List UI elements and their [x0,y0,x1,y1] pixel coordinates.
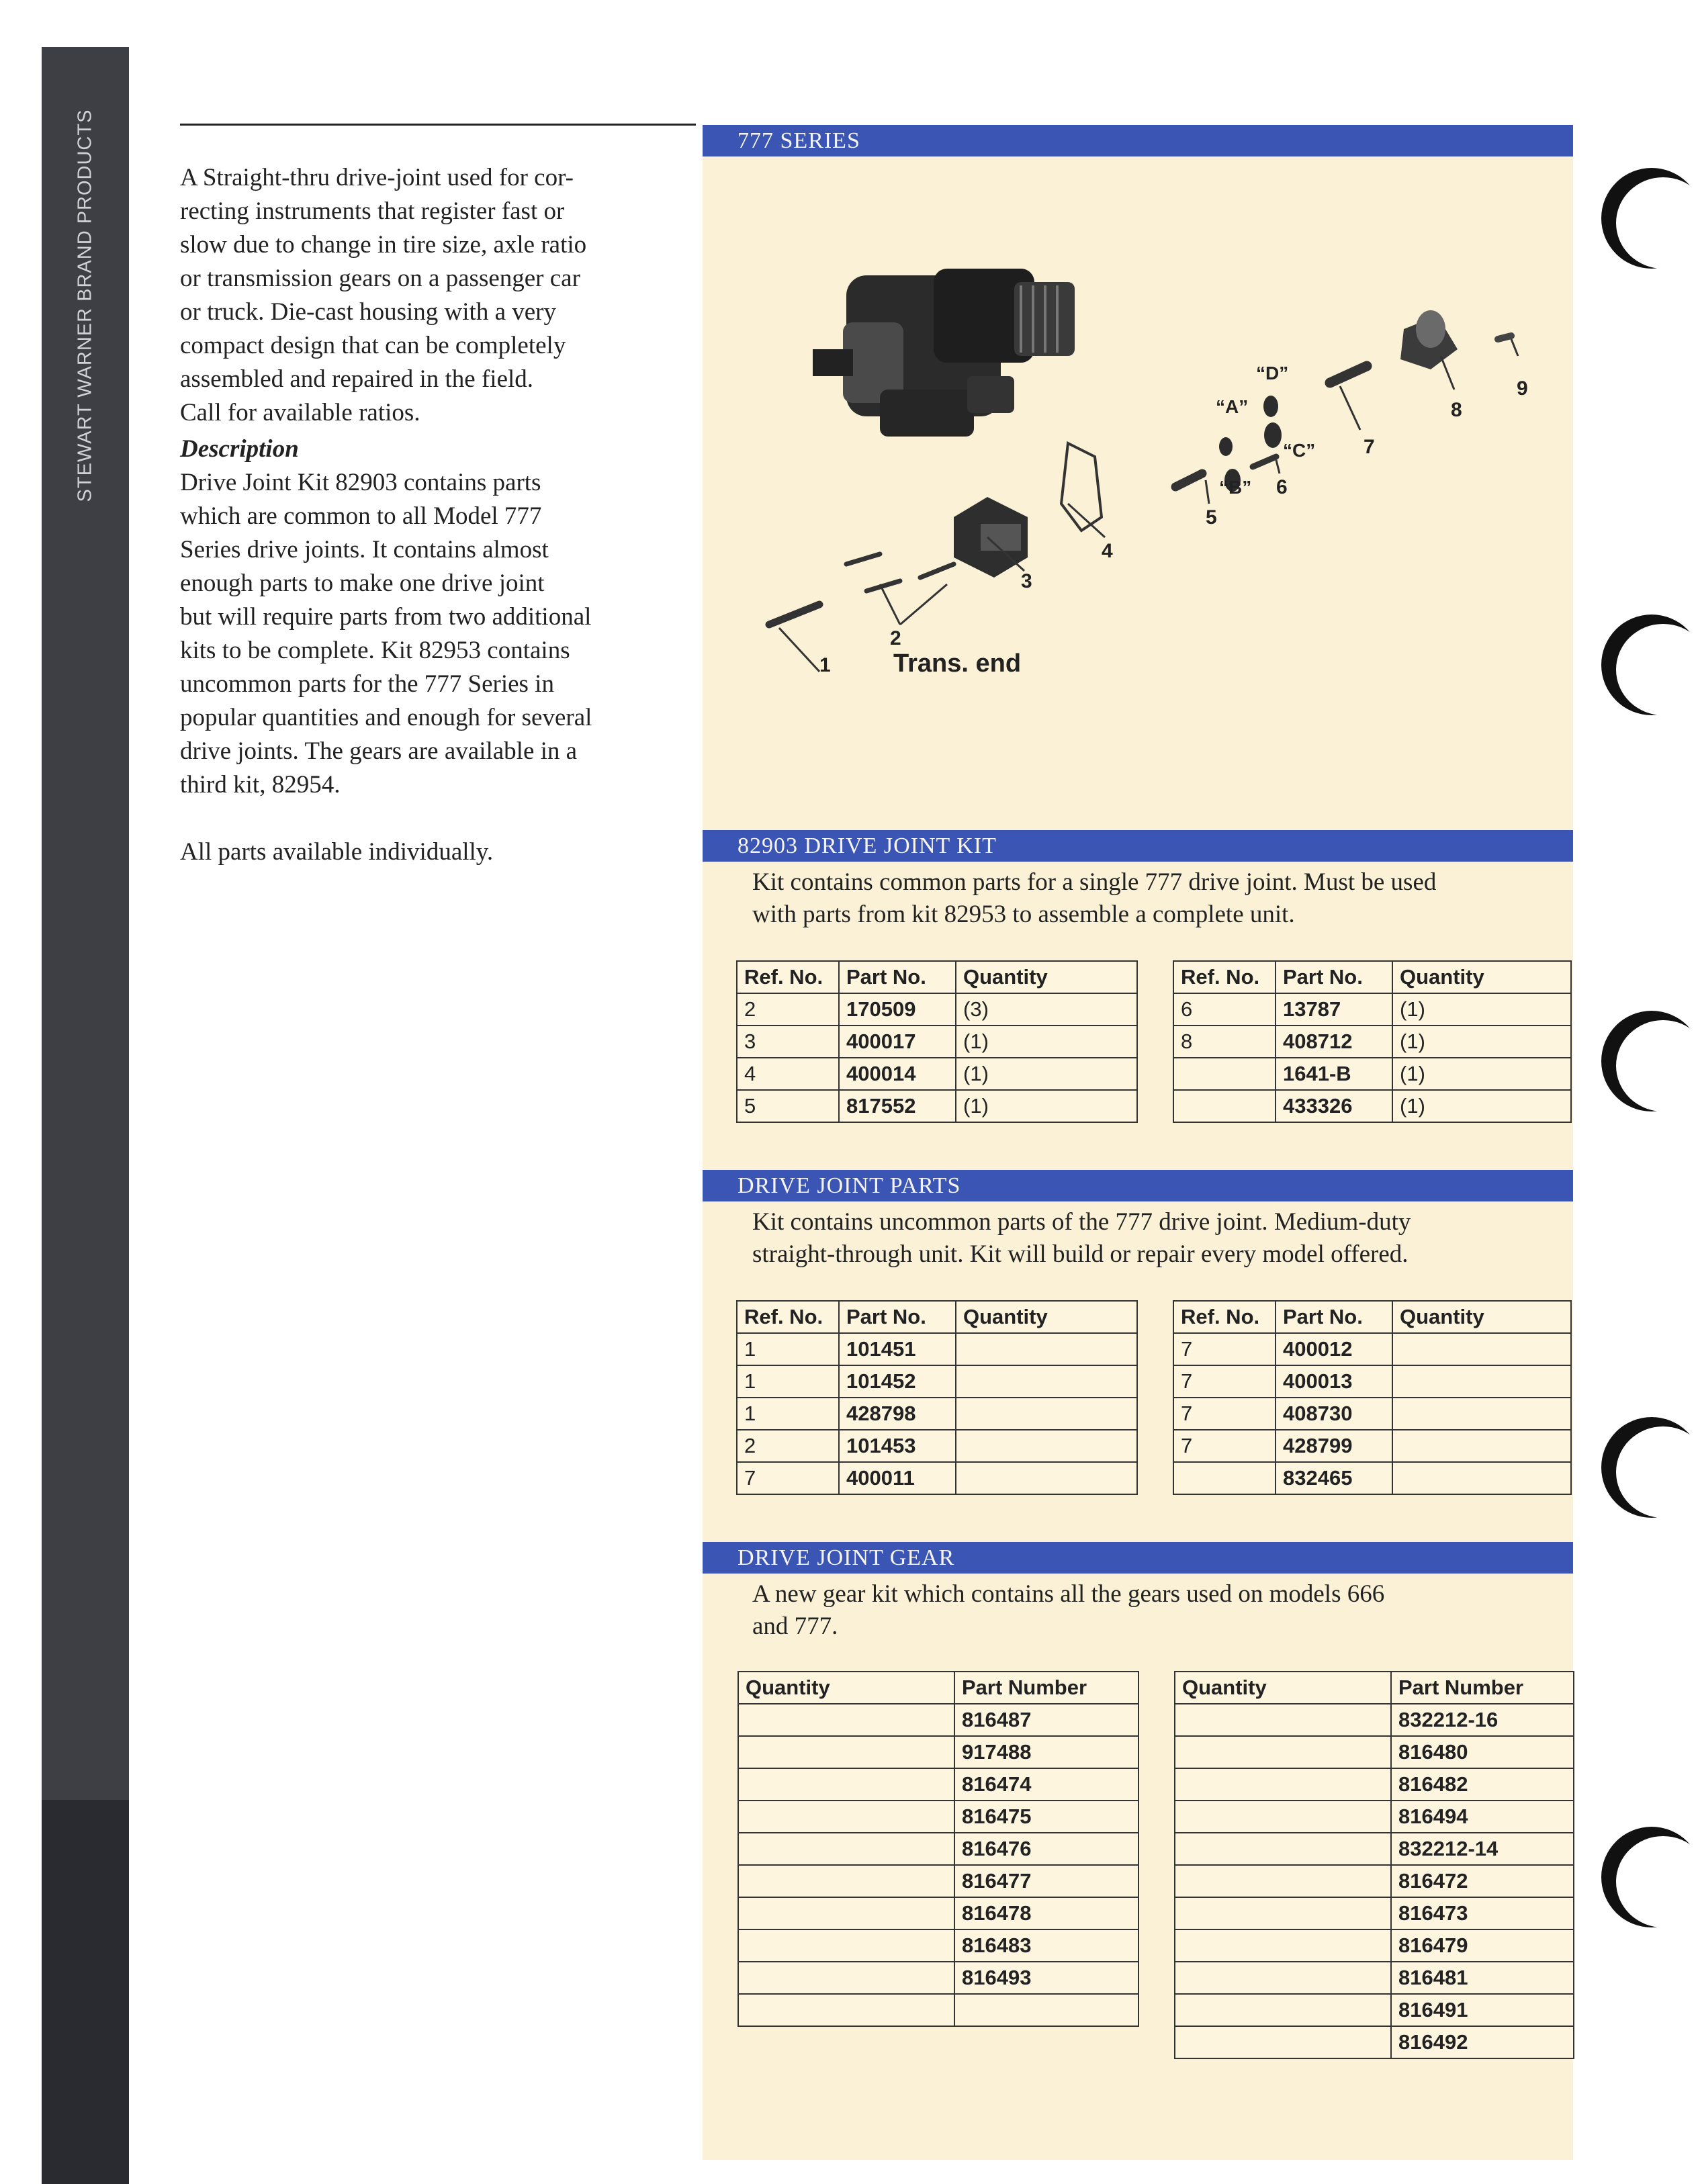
description-line: enough parts to make one drive joint [180,570,545,597]
table-cell: 832465 [1276,1462,1392,1494]
table-cell [738,1897,954,1929]
table-cell: 816472 [1391,1865,1574,1897]
table-cell [1392,1430,1571,1462]
table-cell [1175,1897,1391,1929]
table-row [737,993,1137,1026]
description-line: uncommon parts for the 777 Series in [180,670,554,698]
table-cell: 816477 [954,1865,1138,1897]
table-cell: 816487 [954,1704,1138,1736]
series-bar: 777 SERIES [703,125,1573,156]
table-header-row [1173,1301,1571,1333]
column-header: Part No. [1276,1301,1392,1333]
table-cell: 7 [1173,1430,1276,1462]
part-4-gasket [1061,443,1102,531]
part-6-pinion [1253,457,1276,467]
table-row [1175,1865,1574,1897]
table-cell: 433326 [1276,1090,1392,1122]
table-cell [1392,1365,1571,1398]
callout-7: 7 [1364,436,1375,458]
table-row [737,1462,1137,1494]
part-2-screws [846,554,954,591]
description-line: which are common to all Model 777 [180,502,542,530]
table-row [1175,1897,1574,1929]
table-cell [738,1801,954,1833]
table-row [738,1865,1138,1897]
table-cell: 816492 [1391,2026,1574,2058]
binder-hole [1601,1417,1698,1518]
table-cell: 428799 [1276,1430,1392,1462]
product-description-column [180,161,677,869]
table-cell [956,1398,1137,1430]
intro-line: recting instruments that register fast or [180,197,565,225]
intro-line: Kit contains common parts for a single 777 drive joint. Must be used [752,868,1437,896]
table-cell: 816475 [954,1801,1138,1833]
table-row [1175,1768,1574,1801]
column-header: Part Number [1391,1672,1574,1704]
table-row [1173,1398,1571,1430]
drive-joint-parts-intro [752,1206,1545,1271]
table-cell: 816479 [1391,1929,1574,1962]
table-cell [738,1768,954,1801]
table-row [738,1929,1138,1962]
table-row [737,1365,1137,1398]
column-header: Quantity [1392,961,1571,993]
table-cell: 7 [1173,1333,1276,1365]
intro-line: Kit contains uncommon parts of the 777 drive joint. Medium-duty [752,1208,1411,1236]
table-cell: 1 [737,1333,839,1365]
table-row [1173,993,1571,1026]
drive-joint-gear-intro [752,1578,1545,1643]
table-cell: 7 [1173,1365,1276,1398]
kit-82903-table-left [736,960,1138,1123]
side-stripe-dark-band [42,1800,129,2184]
table-row [1175,1704,1574,1736]
table-cell: 101452 [839,1365,956,1398]
table-cell: 816493 [954,1962,1138,1994]
table-cell: 816478 [954,1897,1138,1929]
table-cell: 8 [1173,1026,1276,1058]
table-cell: 101451 [839,1333,956,1365]
table-cell: 816481 [1391,1962,1574,1994]
table-cell: 816482 [1391,1768,1574,1801]
column-header: Quantity [738,1672,954,1704]
intro-line: assembled and repaired in the field. [180,365,534,393]
intro-line: with parts from kit 82953 to assemble a complete unit. [752,901,1295,928]
column-header: Quantity [1392,1301,1571,1333]
table-cell: 13787 [1276,993,1392,1026]
table-cell [738,1704,954,1736]
table-cell [1175,1994,1391,2026]
callout-8: 8 [1451,399,1462,421]
table-cell [1173,1090,1276,1122]
table-header-row [737,961,1137,993]
table-cell [956,1430,1137,1462]
gear-label-d: “D” [1256,363,1289,383]
table-row [738,1994,1138,2026]
intro-paragraph [180,161,677,430]
table-cell [1175,1704,1391,1736]
table-cell: (1) [956,1026,1137,1058]
drive-joint-housing-illustration [813,269,1075,437]
table-cell [1173,1462,1276,1494]
kit-82903-intro [752,866,1545,931]
kit-82903-bar: 82903 DRIVE JOINT KIT [703,830,1573,862]
column-header: Part Number [954,1672,1138,1704]
table-cell: (1) [956,1058,1137,1090]
description-line: but will require parts from two additional [180,603,592,631]
intro-line: A Straight-thru drive-joint used for cor- [180,164,574,191]
part-5-shaft [1175,473,1202,487]
table-cell [1392,1462,1571,1494]
table-cell: (1) [956,1090,1137,1122]
table-cell [1175,1736,1391,1768]
table-cell: 832212-14 [1391,1833,1574,1865]
intro-line: Call for available ratios. [180,399,420,426]
binder-hole [1601,168,1698,269]
table-cell: 428798 [839,1398,956,1430]
table-cell [1173,1058,1276,1090]
table-cell: 816473 [1391,1897,1574,1929]
table-cell: 817552 [839,1090,956,1122]
table-cell: 832212-16 [1391,1704,1574,1736]
callout-6: 6 [1276,476,1288,498]
table-row [738,1801,1138,1833]
part-9-nut [1498,336,1511,339]
table-cell: 400017 [839,1026,956,1058]
table-cell: (1) [1392,993,1571,1026]
intro-line: straight-through unit. Kit will build or repair every model offered. [752,1240,1409,1268]
table-cell: 816483 [954,1929,1138,1962]
table-cell: 816491 [1391,1994,1574,2026]
table-cell: 400013 [1276,1365,1392,1398]
intro-line: or transmission gears on a passenger car [180,265,580,292]
table-row [738,1897,1138,1929]
intro-line: and 777. [752,1612,838,1640]
table-row [1175,1736,1574,1768]
table-cell [738,1994,954,2026]
table-row [1175,2026,1574,2058]
intro-line: slow due to change in tire size, axle ratio [180,231,587,259]
table-cell: 7 [1173,1398,1276,1430]
table-cell: (1) [1392,1026,1571,1058]
gear-label-b: “B” [1219,477,1252,498]
table-cell: 917488 [954,1736,1138,1768]
binder-hole [1601,1011,1698,1111]
drive-joint-parts-bar: DRIVE JOINT PARTS [703,1170,1573,1201]
table-cell: 816474 [954,1768,1138,1801]
intro-line: A new gear kit which contains all the gears used on models 666 [752,1580,1385,1608]
table-row [1173,1365,1571,1398]
table-cell [1392,1398,1571,1430]
table-cell: 400011 [839,1462,956,1494]
column-header: Ref. No. [737,961,839,993]
table-cell [1175,2026,1391,2058]
table-row [737,1058,1137,1090]
table-row [1175,1833,1574,1865]
description-paragraph [180,466,677,802]
part-7-shaft [1330,366,1367,383]
drive-joint-gear-bar: DRIVE JOINT GEAR [703,1542,1573,1574]
table-cell: 5 [737,1090,839,1122]
side-brand-stripe [42,47,129,2184]
table-cell: 408712 [1276,1026,1392,1058]
exploded-parts-diagram [712,222,1565,705]
callout-2: 2 [890,627,901,649]
table-cell: (1) [1392,1090,1571,1122]
table-cell [1175,1962,1391,1994]
description-line: kits to be complete. Kit 82953 contains [180,637,570,664]
table-cell: 400014 [839,1058,956,1090]
table-row [738,1768,1138,1801]
table-cell [1392,1333,1571,1365]
table-cell: 3 [737,1026,839,1058]
table-header-row [1173,961,1571,993]
drive-joint-parts-table-left [736,1300,1138,1495]
table-cell: (3) [956,993,1137,1026]
table-cell: 2 [737,993,839,1026]
column-header: Quantity [956,961,1137,993]
table-cell: 816480 [1391,1736,1574,1768]
table-cell [1175,1929,1391,1962]
table-cell [1175,1865,1391,1897]
table-row [737,1090,1137,1122]
table-cell [1175,1801,1391,1833]
table-row [1175,1994,1574,2026]
drive-joint-gear-table-right [1174,1671,1574,2059]
table-cell [956,1462,1137,1494]
table-cell [738,1736,954,1768]
table-cell: 1 [737,1365,839,1398]
description-line: third kit, 82954. [180,771,341,799]
kit-82903-table-right [1173,960,1572,1123]
part-3-bracket [954,497,1028,578]
table-header-row [738,1672,1138,1704]
callout-9: 9 [1517,377,1528,400]
table-cell [1175,1768,1391,1801]
table-cell: 6 [1173,993,1276,1026]
gear-label-a: “A” [1216,396,1249,417]
drive-joint-parts-table-right [1173,1300,1572,1495]
table-cell [1175,1833,1391,1865]
table-row [737,1026,1137,1058]
table-row [738,1736,1138,1768]
table-row [1173,1026,1571,1058]
table-row [737,1333,1137,1365]
column-header: Quantity [1175,1672,1391,1704]
table-row [737,1398,1137,1430]
table-header-row [737,1301,1137,1333]
table-cell: 101453 [839,1430,956,1462]
table-cell: 408730 [1276,1398,1392,1430]
table-row [1173,1462,1571,1494]
table-header-row [1175,1672,1574,1704]
binder-hole [1601,1827,1698,1927]
table-row [1175,1801,1574,1833]
table-cell [738,1962,954,1994]
table-row [1173,1058,1571,1090]
callout-5: 5 [1206,506,1217,529]
part-8-cap [1400,310,1458,369]
table-row [737,1430,1137,1462]
table-cell [738,1929,954,1962]
callout-1: 1 [819,654,831,676]
table-row [738,1962,1138,1994]
table-cell: 170509 [839,993,956,1026]
table-row [738,1833,1138,1865]
description-heading: Description [180,435,299,463]
table-cell [738,1833,954,1865]
callout-3: 3 [1021,570,1032,592]
availability-note: All parts available individually. [180,838,494,866]
table-cell [956,1333,1137,1365]
table-row [1175,1929,1574,1962]
table-row [738,1704,1138,1736]
drive-joint-gear-table-left [738,1671,1139,2027]
binder-hole [1601,615,1698,715]
table-row [1173,1430,1571,1462]
description-line: Series drive joints. It contains almost [180,536,549,563]
trans-end-label: Trans. end [893,649,1022,678]
table-cell [956,1365,1137,1398]
table-cell: 4 [737,1058,839,1090]
table-cell: 400012 [1276,1333,1392,1365]
table-cell: 1 [737,1398,839,1430]
table-cell [738,1865,954,1897]
column-header: Part No. [839,1301,956,1333]
brand-text: STEWART WARNER BRAND PRODUCTS [74,109,96,502]
table-cell: 2 [737,1430,839,1462]
table-cell: 1641-B [1276,1058,1392,1090]
description-line: drive joints. The gears are available in a [180,737,578,765]
column-header: Part No. [839,961,956,993]
part-1-shaft [769,604,819,625]
description-line: popular quantities and enough for several [180,704,592,731]
callout-4: 4 [1102,540,1113,562]
top-rule [180,124,696,126]
column-header: Ref. No. [737,1301,839,1333]
table-cell [954,1994,1138,2026]
table-cell: 816476 [954,1833,1138,1865]
column-header: Part No. [1276,961,1392,993]
table-row [1173,1090,1571,1122]
table-cell: 7 [737,1462,839,1494]
table-row [1175,1962,1574,1994]
column-header: Ref. No. [1173,961,1276,993]
table-cell: 816494 [1391,1801,1574,1833]
column-header: Ref. No. [1173,1301,1276,1333]
column-header: Quantity [956,1301,1137,1333]
gear-label-c: “C” [1283,440,1316,461]
table-cell: (1) [1392,1058,1571,1090]
intro-line: compact design that can be completely [180,332,566,359]
description-line: Drive Joint Kit 82903 contains parts [180,469,541,496]
table-row [1173,1333,1571,1365]
intro-line: or truck. Die-cast housing with a very [180,298,556,326]
